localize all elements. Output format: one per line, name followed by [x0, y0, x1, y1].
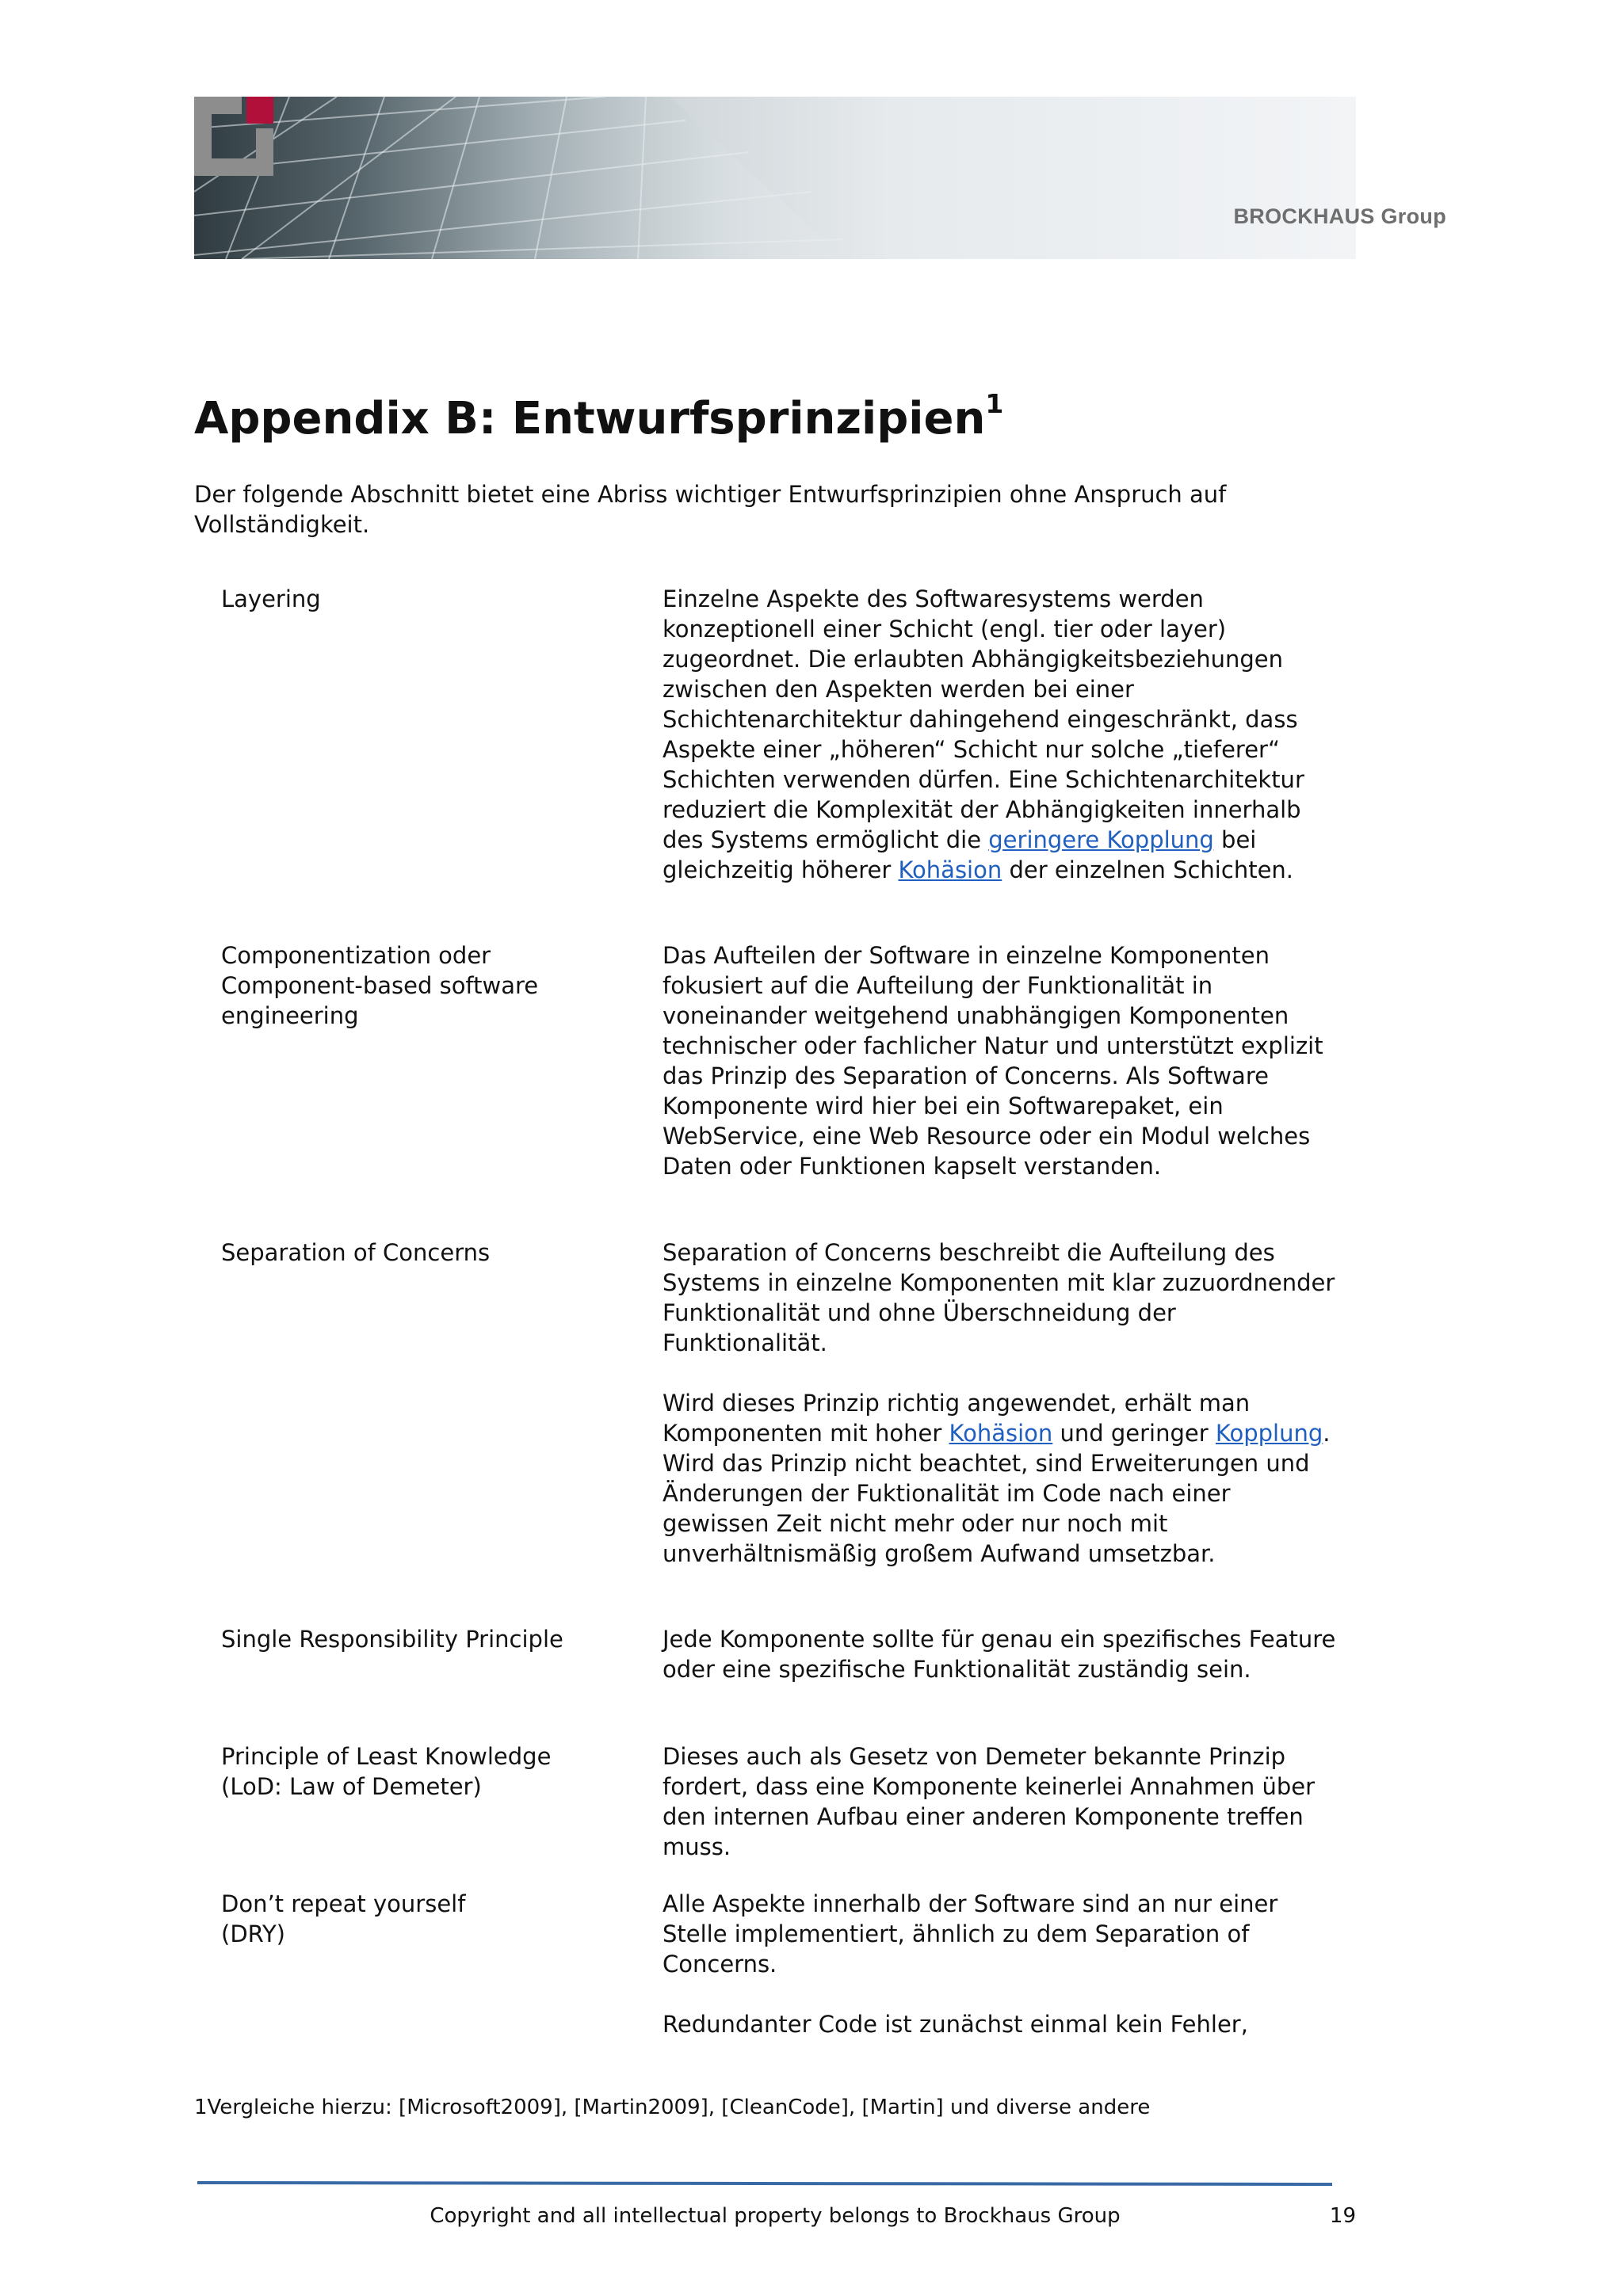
header-banner: [194, 97, 1446, 259]
principle-term: Single Responsibility Principle: [221, 1626, 563, 1653]
description-paragraph: Separation of Concerns beschreibt die Aufteilung des Systems in einzelne Komponenten mit klar zuzuordnender Funktionalität und ohne Überschneidung der Funktionalität.: [663, 1239, 1335, 1356]
principle-description: [663, 1889, 1344, 2039]
footnote-ref: 1: [985, 388, 1004, 420]
principle-description: [663, 584, 1344, 885]
page-number: 19: [1329, 2204, 1356, 2228]
description-text: Wird dieses Prinzip richtig angewendet, erhält man Komponenten mit hoher: [663, 1390, 1251, 1447]
link-kohaesion[interactable]: Kohäsion: [949, 1420, 1053, 1447]
description-paragraph: [663, 1388, 1344, 1569]
description-paragraph: Redundanter Code ist zunächst einmal kein Fehler,: [663, 2011, 1248, 2038]
description-text: . Wird das Prinzip nicht beachtet, sind Erweiterungen und Änderungen der Fuktionalität im Code nach einer gewissen Zeit nicht mehr oder nur noch mit unverhältnismäßig großem Aufwand umsetzbar.: [663, 1420, 1331, 1567]
description-paragraph: Jede Komponente sollte für genau ein spezifisches Feature oder eine spezifische Funktionalität zuständig sein.: [663, 1626, 1336, 1683]
footer-divider: [197, 2181, 1332, 2186]
description-paragraph: Dieses auch als Gesetz von Demeter bekannte Prinzip fordert, dass eine Komponente keinerlei Annahmen über den internen Aufbau einer anderen Komponente treffen muss.: [663, 1743, 1316, 1860]
principle-term-line: (DRY): [221, 1920, 285, 1947]
description-text: der einzelnen Schichten.: [1002, 856, 1294, 883]
principle-term: Separation of Concerns: [221, 1239, 491, 1266]
intro-paragraph: Der folgende Abschnitt bietet eine Abriss wichtiger Entwurfsprinzipien ohne Anspruch auf Vollständigkeit.: [194, 481, 1227, 538]
link-kohaesion[interactable]: Kohäsion: [898, 856, 1002, 883]
description-text: Einzelne Aspekte des Softwaresystems werden konzeptionell einer Schicht (engl. tier oder layer) zugeordnet. Die erlaubten Abhängigkeitsbeziehungen zwischen den Aspekten werden bei einer Schichtenarchitektur dahingehend eingeschränkt, dass Aspekte einer „höheren“ Schicht nur solche „tieferer“ Schichten verwenden dürfen. Eine Schichtenarchitektur reduziert die Komplexität der Abhängigkeiten innerhalb des Systems ermöglicht die: [663, 585, 1304, 853]
description-paragraph: [663, 584, 1344, 885]
principle-description: [663, 1624, 1344, 1684]
principle-term: Layering: [221, 585, 321, 612]
principle-description: [663, 1238, 1344, 1569]
principle-description: [663, 1741, 1344, 1862]
principle-term: [221, 1889, 625, 1949]
description-text: und geringer: [1052, 1420, 1216, 1447]
page-title: [194, 388, 1004, 444]
brockhaus-logo-icon: [194, 97, 273, 176]
principle-term: Componentization oder Component-based software engineering: [221, 942, 539, 1029]
principle-term: [221, 1741, 625, 1802]
description-paragraph: Das Aufteilen der Software in einzelne Komponenten fokusiert auf die Aufteilung der Funktionalität in voneinander weitgehend unabhängigen Komponenten technischer oder fachlicher Natur und unterstützt explizit das Prinzip des Separation of Concerns. Als Software Komponente wird hier bei ein Softwarepaket, ein WebService, eine Web Resource oder ein Modul welches Daten oder Funktionen kapselt verstanden.: [663, 942, 1323, 1180]
link-geringere-kopplung[interactable]: geringere Kopplung: [988, 826, 1214, 853]
principle-term-line: Don’t repeat yourself: [221, 1890, 466, 1917]
link-kopplung[interactable]: Kopplung: [1215, 1420, 1323, 1447]
logo-text: BROCKHAUS Group: [1233, 204, 1446, 228]
glass-facade-image: [194, 97, 1356, 259]
principle-term-line: Principle of Least Knowledge: [221, 1743, 552, 1770]
footnote: 1Vergleiche hierzu: [Microsoft2009], [Martin2009], [CleanCode], [Martin] und diverse andere: [194, 2096, 1151, 2119]
principle-term-line: (LoD: Law of Demeter): [221, 1773, 482, 1800]
page-title-text: Appendix B: Entwurfsprinzipien: [194, 393, 986, 444]
description-text: bei gleichzeitig höherer: [663, 826, 1257, 883]
description-paragraph: Alle Aspekte innerhalb der Software sind an nur einer Stelle implementiert, ähnlich zu dem Separation of Concerns.: [663, 1890, 1278, 1978]
copyright-text: Copyright and all intellectual property belongs to Brockhaus Group: [430, 2204, 1121, 2228]
principle-description: [663, 940, 1344, 1181]
